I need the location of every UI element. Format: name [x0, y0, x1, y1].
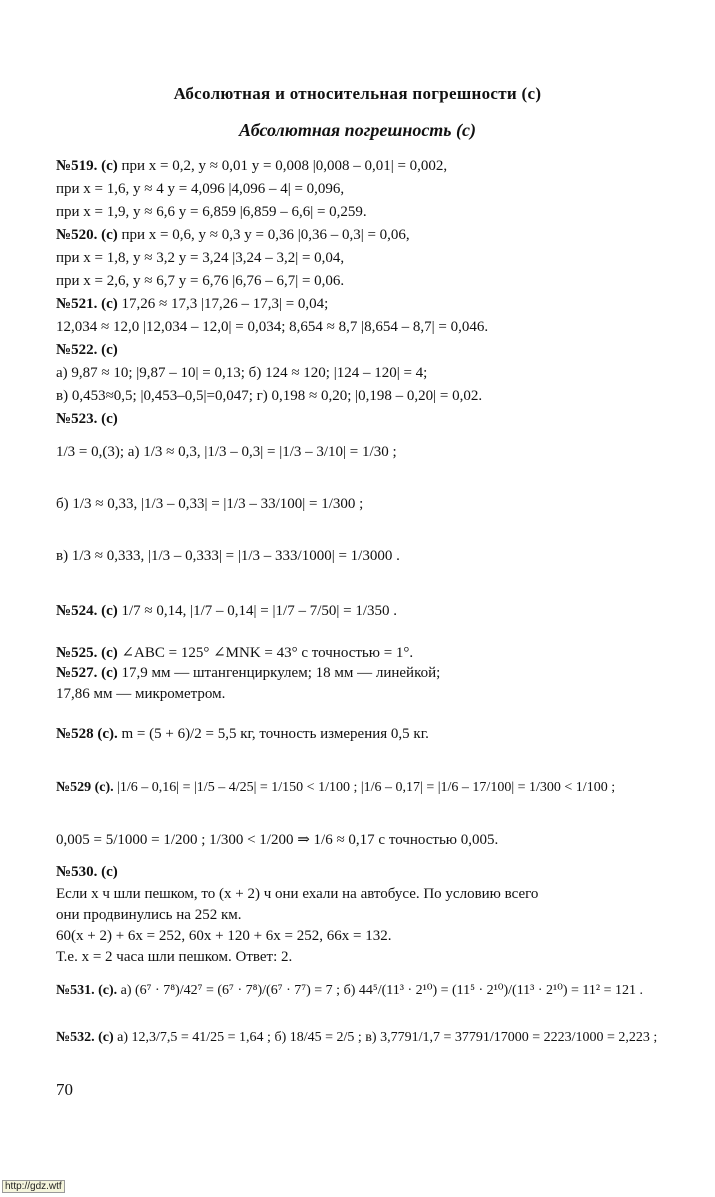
- task-519-line-1: №519. (с) при x = 0,2, y ≈ 0,01 y = 0,008 |0,008 – 0,01| = 0,002,: [56, 158, 448, 174]
- task-530-heading: №530. (с): [56, 864, 118, 880]
- section-subheading: Абсолютная погрешность (с): [238, 120, 477, 140]
- task-524-line: №524. (с) 1/7 ≈ 0,14, |1/7 – 0,14| = |1/7 – 7/50| = 1/350 .: [56, 603, 397, 619]
- task-530-line-3: 60(x + 2) + 6x = 252, 60x + 120 + 6x = 252, 66x = 132.: [56, 928, 392, 944]
- task-531-line: №531. (с). а) (6⁷ · 7⁸)/42⁷ = (6⁷ · 7⁸)/(6⁷ · 7⁷) = 7 ; б) 44⁵/(11³ · 2¹⁰) = (11⁵ · 2¹⁰)/(11³ · 2¹⁰) = 11² = 121 .: [56, 983, 643, 998]
- task-520-line-1: №520. (с) при x = 0,6, y ≈ 0,3 y = 0,36 |0,36 – 0,3| = 0,06,: [56, 227, 410, 243]
- section-heading: Абсолютная и относительная погрешности (с): [173, 84, 542, 103]
- task-520-line-3: при x = 2,6, y ≈ 6,7 y = 6,76 |6,76 – 6,7| = 0,06.: [56, 273, 345, 289]
- task-523-line-3: в) 1/3 ≈ 0,333, |1/3 – 0,333| = |1/3 – 333/1000| = 1/3000 .: [56, 548, 400, 564]
- task-532-line: №532. (с) а) 12,3/7,5 = 41/25 = 1,64 ; б) 18/45 = 2/5 ; в) 3,7791/1,7 = 37791/17000 = 2223/1000 = 2,223 ;: [56, 1030, 658, 1045]
- task-523-line-1: 1/3 = 0,(3); а) 1/3 ≈ 0,3, |1/3 – 0,3| = |1/3 – 3/10| = 1/30 ;: [56, 444, 397, 460]
- task-521-line-2: 12,034 ≈ 12,0 |12,034 – 12,0| = 0,034; 8,654 ≈ 8,7 |8,654 – 8,7| = 0,046.: [56, 319, 489, 335]
- task-519-line-2: при x = 1,6, y ≈ 4 y = 4,096 |4,096 – 4| = 0,096,: [56, 181, 345, 197]
- task-529-line-2: 0,005 = 5/1000 = 1/200 ; 1/300 < 1/200 ⇒ 1/6 ≈ 0,17 с точностью 0,005.: [56, 832, 499, 848]
- task-525-line: №525. (с) ∠ABC = 125° ∠MNK = 43° с точностью = 1°.: [56, 645, 414, 661]
- task-530-line-4: Т.е. x = 2 часа шли пешком. Ответ: 2.: [56, 949, 293, 965]
- page-number: 70: [56, 1080, 73, 1099]
- task-527-line-2: 17,86 мм — микрометром.: [56, 686, 226, 702]
- task-523-line-2: б) 1/3 ≈ 0,33, |1/3 – 0,33| = |1/3 – 33/100| = 1/300 ;: [56, 496, 364, 512]
- task-519-line-3: при x = 1,9, y ≈ 6,6 y = 6,859 |6,859 – 6,6| = 0,259.: [56, 204, 367, 220]
- task-523-heading: №523. (с): [56, 411, 118, 427]
- task-527-line-1: №527. (с) 17,9 мм — штангенциркулем; 18 мм — линейкой;: [56, 665, 441, 681]
- task-530-line-1: Если x ч шли пешком, то (x + 2) ч они ехали на автобусе. По условию всего: [56, 886, 539, 902]
- task-522-heading: №522. (с): [56, 342, 118, 358]
- task-520-line-2: при x = 1,8, y ≈ 3,2 y = 3,24 |3,24 – 3,2| = 0,04,: [56, 250, 345, 266]
- task-521-line-1: №521. (с) 17,26 ≈ 17,3 |17,26 – 17,3| = 0,04;: [56, 296, 329, 312]
- task-528-line: №528 (с). m = (5 + 6)/2 = 5,5 кг, точность измерения 0,5 кг.: [56, 726, 429, 742]
- task-530-line-2: они продвинулись на 252 км.: [56, 907, 242, 923]
- task-522-line-1: а) 9,87 ≈ 10; |9,87 – 10| = 0,13; б) 124 ≈ 120; |124 – 120| = 4;: [56, 365, 428, 381]
- task-522-line-2: в) 0,453≈0,5; |0,453–0,5|=0,047; г) 0,198 ≈ 0,20; |0,198 – 0,20| = 0,02.: [56, 388, 483, 404]
- task-529-line-1: №529 (с). |1/6 – 0,16| = |1/5 – 4/25| = 1/150 < 1/100 ; |1/6 – 0,17| = |1/6 – 17/100| = 1/300 < 1/100 ;: [56, 780, 616, 795]
- footer-link[interactable]: http://gdz.wtf: [2, 1180, 65, 1193]
